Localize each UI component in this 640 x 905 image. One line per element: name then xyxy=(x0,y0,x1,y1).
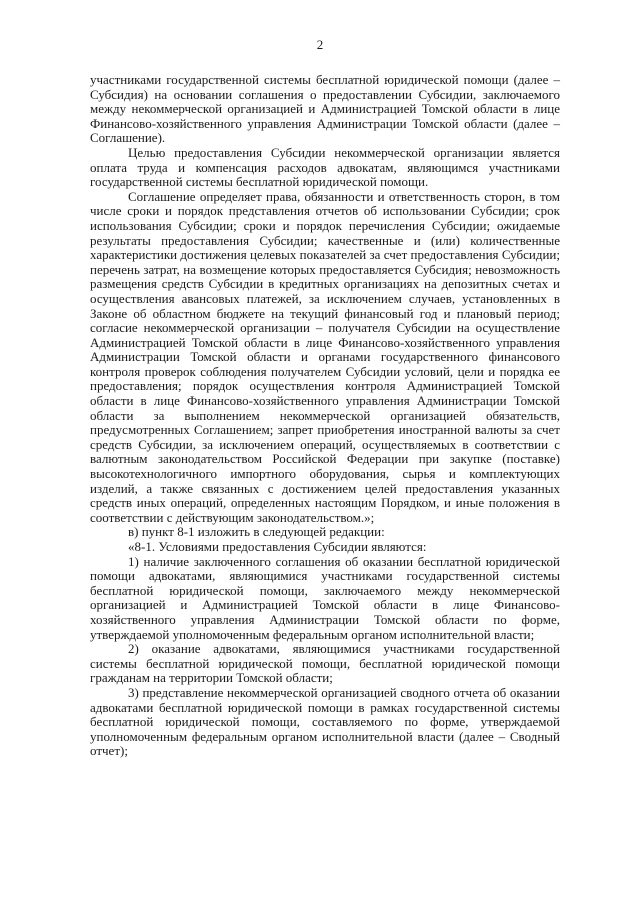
paragraph-condition-3: 3) представление некоммерческой организацией сводного отчета об оказании адвокатами бесплатной юридической помощи в рамках государственной системы бесплатной юридической помощи, составляемого по форме, утверждаемой уполномоченным федеральным органом исполнительной власти (далее – Сводный отчет); xyxy=(90,684,560,759)
paragraph-clause-8-1: «8-1. Условиями предоставления Субсидии являются: xyxy=(128,539,427,554)
page-number: 2 xyxy=(316,37,324,52)
paragraph-amendment-intro: в) пункт 8-1 изложить в следующей редакции: xyxy=(128,524,385,540)
document-body xyxy=(90,73,560,759)
paragraph-agreement-terms: Соглашение определяет права, обязанности и ответственность сторон, в том числе сроки и порядок представления отчетов об использовании Субсидии; срок использования Субсидии; сроки и порядок перечисления Субсидии; ожидаемые результаты предоставления Субсидии; качественные и (или) количественные характеристики достижения целевых показателей за счет предоставления Субсидии; перечень затрат, на возмещение которых предоставляется Субсидия; невозможность размещения средств Субсидии в кредитных организациях на депозитных счетах и осуществления авансовых платежей, за исключением случаев, установленных в Законе об областном бюджете на текущий финансовый год и плановый период; согласие некоммерческой организации – получателя Субсидии на осуществление Администрацией Томской области в лице Финансово-хозяйственного управления Администрации Томской области и органами государственного финансового контроля проверок соблюдения получателем Субсидии условий, цели и порядка ее предоставления; порядок осуществления контроля Администрацией Томской области в лице Финансово-хозяйственного управления Администрации Томской области за выполнением некоммерческой организацией обязательств, предусмотренных Соглашением; запрет приобретения иностранной валюты за счет средств Субсидии, за исключением операций, осуществляемых в соответствии с валютным законодательством Российской Федерации при закупке (поставке) высокотехнологичного импортного оборудования, сырья и комплектующих изделий, а также связанных с достижением целей предоставления указанных средств иных операций, определенных настоящим Порядком, и иные положения в соответствии с действующим законодательством.»; xyxy=(90,188,560,525)
paragraph-condition-2: 2) оказание адвокатами, являющимися участниками государственной системы бесплатной юридической помощи, бесплатной юридической помощи гражданам на территории Томской области; xyxy=(90,641,560,686)
paragraph-subsidy-definition: участниками государственной системы бесплатной юридической помощи (далее – Субсидия) на основании соглашения о предоставлении Субсидии, заключаемого между некоммерческой организацией и Администрацией Томской области в лице Финансово-хозяйственного управления Администрации Томской области (далее – Соглашение). xyxy=(90,72,560,146)
paragraph-subsidy-purpose: Целью предоставления Субсидии некоммерческой организации является оплата труда и компенсация расходов адвокатам, являющимся участниками государственной системы бесплатной юридической помощи. xyxy=(90,144,560,190)
paragraph-condition-1: 1) наличие заключенного соглашения об оказании бесплатной юридической помощи адвокатами, являющимися участниками государственной системы бесплатной юридической помощи, заключаемого между некоммерческой организацией и Администрацией Томской области в лице Финансово-хозяйственного управления Администрации Томской области по форме, утверждаемой уполномоченным федеральным органом исполнительной власти; xyxy=(90,553,560,642)
